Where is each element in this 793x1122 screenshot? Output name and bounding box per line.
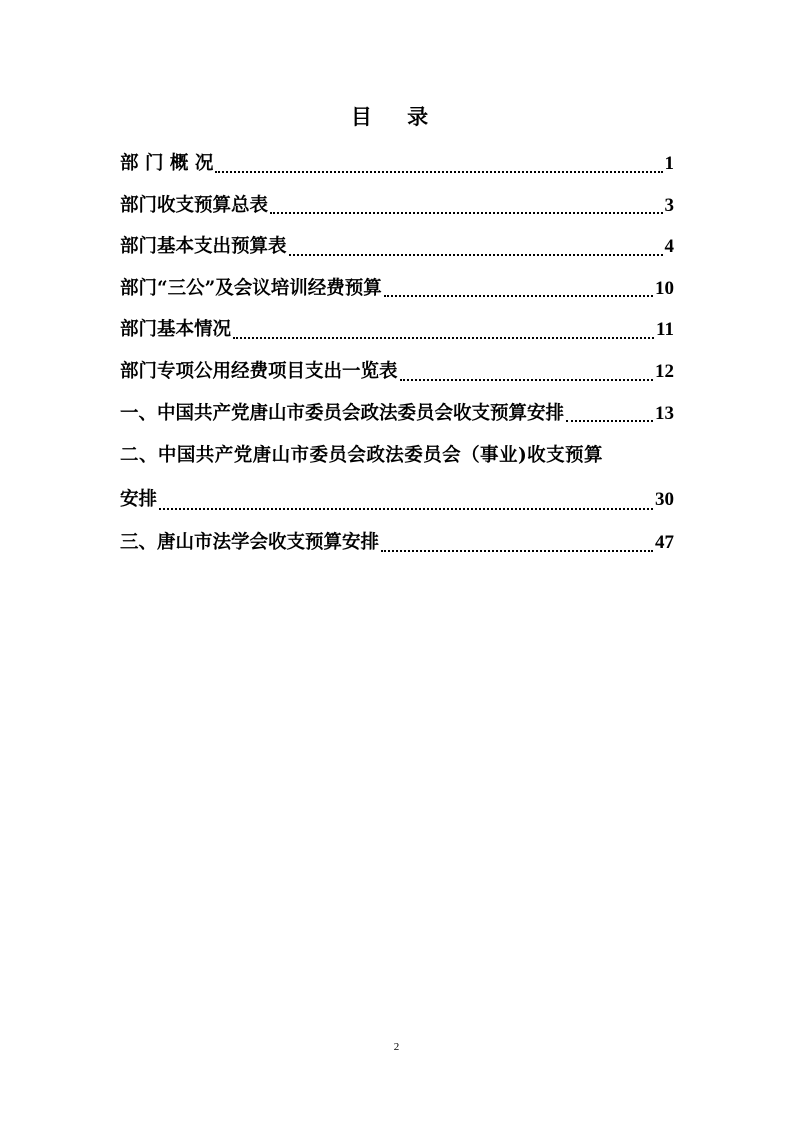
toc-entry-label: 部门专项公用经费项目支出一览表: [120, 360, 398, 382]
toc-entry-page: 11: [656, 319, 674, 341]
toc-entry-special-project-list[interactable]: [120, 351, 674, 393]
toc-entry-page: 1: [664, 153, 674, 174]
toc-entry-section-two[interactable]: [120, 434, 674, 478]
dot-leader: [233, 337, 654, 339]
toc-entry-page: 4: [664, 236, 674, 258]
dot-leader: [400, 379, 653, 381]
toc-entry-label: 安排: [120, 489, 158, 511]
toc-entry-page: 13: [655, 402, 674, 424]
toc-entry-three-public-expenses[interactable]: [120, 268, 674, 310]
toc-title: 目 录: [350, 104, 443, 129]
toc-entry-label: 一、中国共产党唐山市委员会政法委员会收支预算安排: [120, 402, 565, 424]
toc-entry-label: 三、唐山市法学会收支预算安排: [120, 532, 380, 554]
dot-leader: [381, 550, 653, 552]
toc-entry-basic-expenditure[interactable]: [120, 226, 674, 268]
toc-entry-label: 部门收支预算总表: [120, 194, 269, 216]
toc-entry-label: 部门基本支出预算表: [120, 236, 287, 258]
toc-entry-page: 12: [655, 360, 674, 382]
toc-entry-section-three[interactable]: [120, 522, 674, 564]
dot-leader: [215, 171, 662, 173]
toc-entry-section-one[interactable]: [120, 393, 674, 435]
table-of-contents: [120, 143, 674, 564]
toc-entry-budget-summary[interactable]: [120, 185, 674, 227]
dot-leader: [566, 420, 653, 422]
page-number: 2: [393, 1041, 400, 1053]
toc-entry-basic-info[interactable]: [120, 309, 674, 351]
dot-leader: [270, 212, 662, 214]
toc-entry-department-overview[interactable]: [120, 143, 674, 185]
toc-entry-section-two-continued[interactable]: [120, 478, 674, 522]
toc-entry-page: 47: [655, 532, 674, 554]
toc-entry-label: 部门基本情况: [120, 319, 232, 341]
toc-entry-label: 部门“三公”及会议培训经费预算: [120, 277, 382, 299]
toc-entry-page: 30: [655, 489, 674, 511]
dot-leader: [384, 295, 653, 297]
dot-leader: [159, 508, 653, 510]
toc-entry-label: 部 门 概 况: [120, 153, 214, 174]
toc-entry-label: 二、中国共产党唐山市委员会政法委员会（事业)收支预算: [120, 445, 603, 467]
toc-entry-page: 10: [655, 277, 674, 299]
dot-leader: [289, 254, 663, 256]
toc-entry-page: 3: [664, 194, 674, 216]
